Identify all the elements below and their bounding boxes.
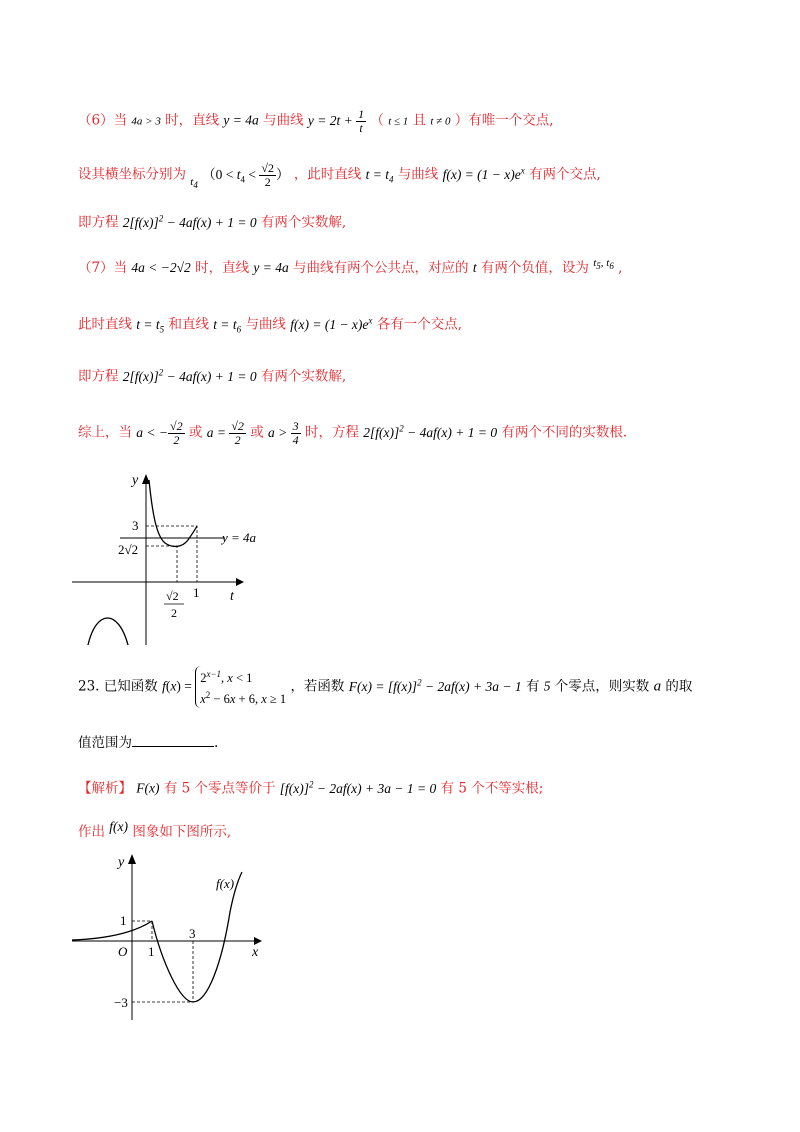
tick-frac-den: 2 [171,606,177,620]
case6-text: （ [370,112,384,129]
x-label-2: x [252,945,259,960]
case6-label: （6）当 [78,112,128,129]
case7-text: 即方程 [78,368,119,385]
F-def: $F(x) = [f(x)]^2 - 2af(x) + 3a - 1$ [348,677,522,694]
case7-condition: 4a < −2√2 [131,260,191,275]
line-t6: $t = t_6$ [213,316,242,335]
q23-line1 [78,666,800,710]
q23-text: ，若函数 [290,678,345,695]
q23-text: 的取 [665,678,693,695]
case7-line2 [78,310,800,339]
case7-line1: （7）当 4a < −2√2 时，直线 y = 4a 与曲线有两个公共点，对应的 t 有两个负值，设为 $^{t_5, t_6}$ , [78,257,623,276]
case6-cond1: t ≤ 1 [388,115,409,128]
analysis-line2 [78,819,800,842]
answer-blank[interactable] [132,732,214,747]
summary-text: 或 [250,424,264,441]
summary-text: 综上，当 [78,424,132,441]
summary-text: 有两个不同的实数根. [501,424,628,441]
line-label: y = 4a [222,530,257,545]
dashed-guide-2root2 [146,546,177,582]
q23-text: 已知函数 [103,678,158,695]
case6-text: 与曲线 [397,166,439,183]
case6-condition: 4a > 3 [131,115,161,128]
q23-number: 23. [78,678,100,695]
case7-text: 有两个负值，设为 [480,260,589,276]
t-axis-arrow [236,578,244,586]
f-def: $f(x) = (1 - x)e^x$ [442,165,525,182]
tick-x1: 1 [148,944,155,959]
curve-label: f(x) [216,876,235,891]
case6-text: 与曲线 [263,112,304,129]
t4-var: t4 [190,175,198,190]
analysis-text: 作出 [78,824,105,840]
t5-t6: t5, t6 [593,257,614,272]
case7-text: 此时直线 [78,316,132,333]
equation3: $2[f(x)]^2 - 4af(x) + 1 = 0$ [363,423,498,440]
q23-text: 值范围为 [78,735,132,751]
summary-text: 或 [188,424,203,441]
case7-text: 时，直线 [195,260,250,276]
case7-label: （7）当 [78,260,128,276]
case6-cond2: t ≠ 0 [430,115,451,128]
case6-line-eq: y = 4a [223,112,259,128]
equation2: $2[f(x)]^2 - 4af(x) + 1 = 0$ [122,367,257,384]
q23-var-a: a [653,678,662,695]
case6-text: ）有唯一个交点, [454,112,554,129]
q23-text: . [214,735,219,751]
curve-exp [72,921,152,940]
piecewise-f: f(x) = $2^{x-1}$, x < 1 $x^2 - 6x + 6$, x ≥ 1 [162,666,286,708]
tick-y1: 1 [120,913,127,928]
tick-x3: 3 [189,926,196,941]
analysis-text: 图象如下图所示, [132,824,232,840]
t-axis-label: t [230,589,234,604]
curve-parabola [152,872,242,1002]
tick-m3: −3 [114,995,128,1010]
case6-text: 有两个交点, [529,166,601,183]
y-axis-label: y [132,473,139,488]
cond-a2: a = $\frac{√2}{2}$ [206,418,244,447]
equation: $2[f(x)]^2 - 4af(x) + 1 = 0$ [122,213,257,230]
analysis-tag: 【解析】 [78,780,132,797]
y-label-2: y [118,855,125,870]
case6-line2 [78,160,800,189]
case7-text: 与曲线 [245,316,286,333]
tick-2root2: 2√2 [118,542,139,557]
tick-frac-num: √2 [166,589,179,603]
case6-text: 时，直线 [165,112,220,129]
case6-text: 且 [412,112,427,129]
dashed-guide-3 [146,526,197,582]
analysis-text: 有 5 个零点等价于 [163,780,276,797]
q23-line2 [78,732,800,753]
case7-text: 各有一个交点, [376,316,463,333]
case6-text: 即方程 [78,214,119,231]
line-t5: $t = t_5$ [136,316,165,335]
origin-label: O [118,944,128,959]
analysis-text: 有 5 个不等实根; [440,780,544,797]
cond-a3: a > $\frac{3}{4}$ [268,418,299,447]
f-x-label: f(x) [109,819,129,834]
curve-left-branch [88,618,128,645]
tick-1: 1 [193,585,200,600]
case7-line-eq: y = 4a [253,260,289,275]
case7-line3 [78,362,800,387]
F-x: F(x) [136,780,160,796]
case6-line3 [78,208,800,233]
q23-text: 个零点，则实数 [554,678,650,695]
case6-curve-eq: y = 2t + $\frac{1}{t}$ [307,107,365,135]
summary-line [78,418,800,452]
case6-text: 有两个实数解, [260,214,347,231]
x-axis-arrow [254,937,262,945]
figure-1 [60,470,270,650]
case7-text: 和直线 [168,316,209,333]
equation4: $[f(x)]^2 - 2af(x) + 3a - 1 = 0$ [279,779,437,796]
case6-text: ，此时直线 [293,166,362,183]
cond-a1: a < − $\frac{√2}{2}$ [136,418,183,447]
analysis-line1 [78,774,800,799]
summary-text: 时，方程 [304,424,359,441]
q23-five: 5 [543,678,551,694]
y-axis-arrow-2 [128,854,136,864]
curve-right-branch [149,480,197,546]
case7-text: 有两个实数解, [260,368,347,385]
t4-range: （$0 < t_4$ < $\frac{√2}{2}$ ） [202,160,290,189]
case6-text: 设其横坐标分别为 [78,166,186,183]
case7-text: 与曲线有两个公共点，对应的 [293,260,469,276]
case6-line1 [78,108,800,135]
f-def2: $f(x) = (1 - x)e^x$ [290,315,373,332]
q23-text: 有 [525,678,540,695]
figure-2 [62,852,282,1022]
tick-3: 3 [132,518,139,533]
line-t4: $t = t_4$ [365,166,394,185]
